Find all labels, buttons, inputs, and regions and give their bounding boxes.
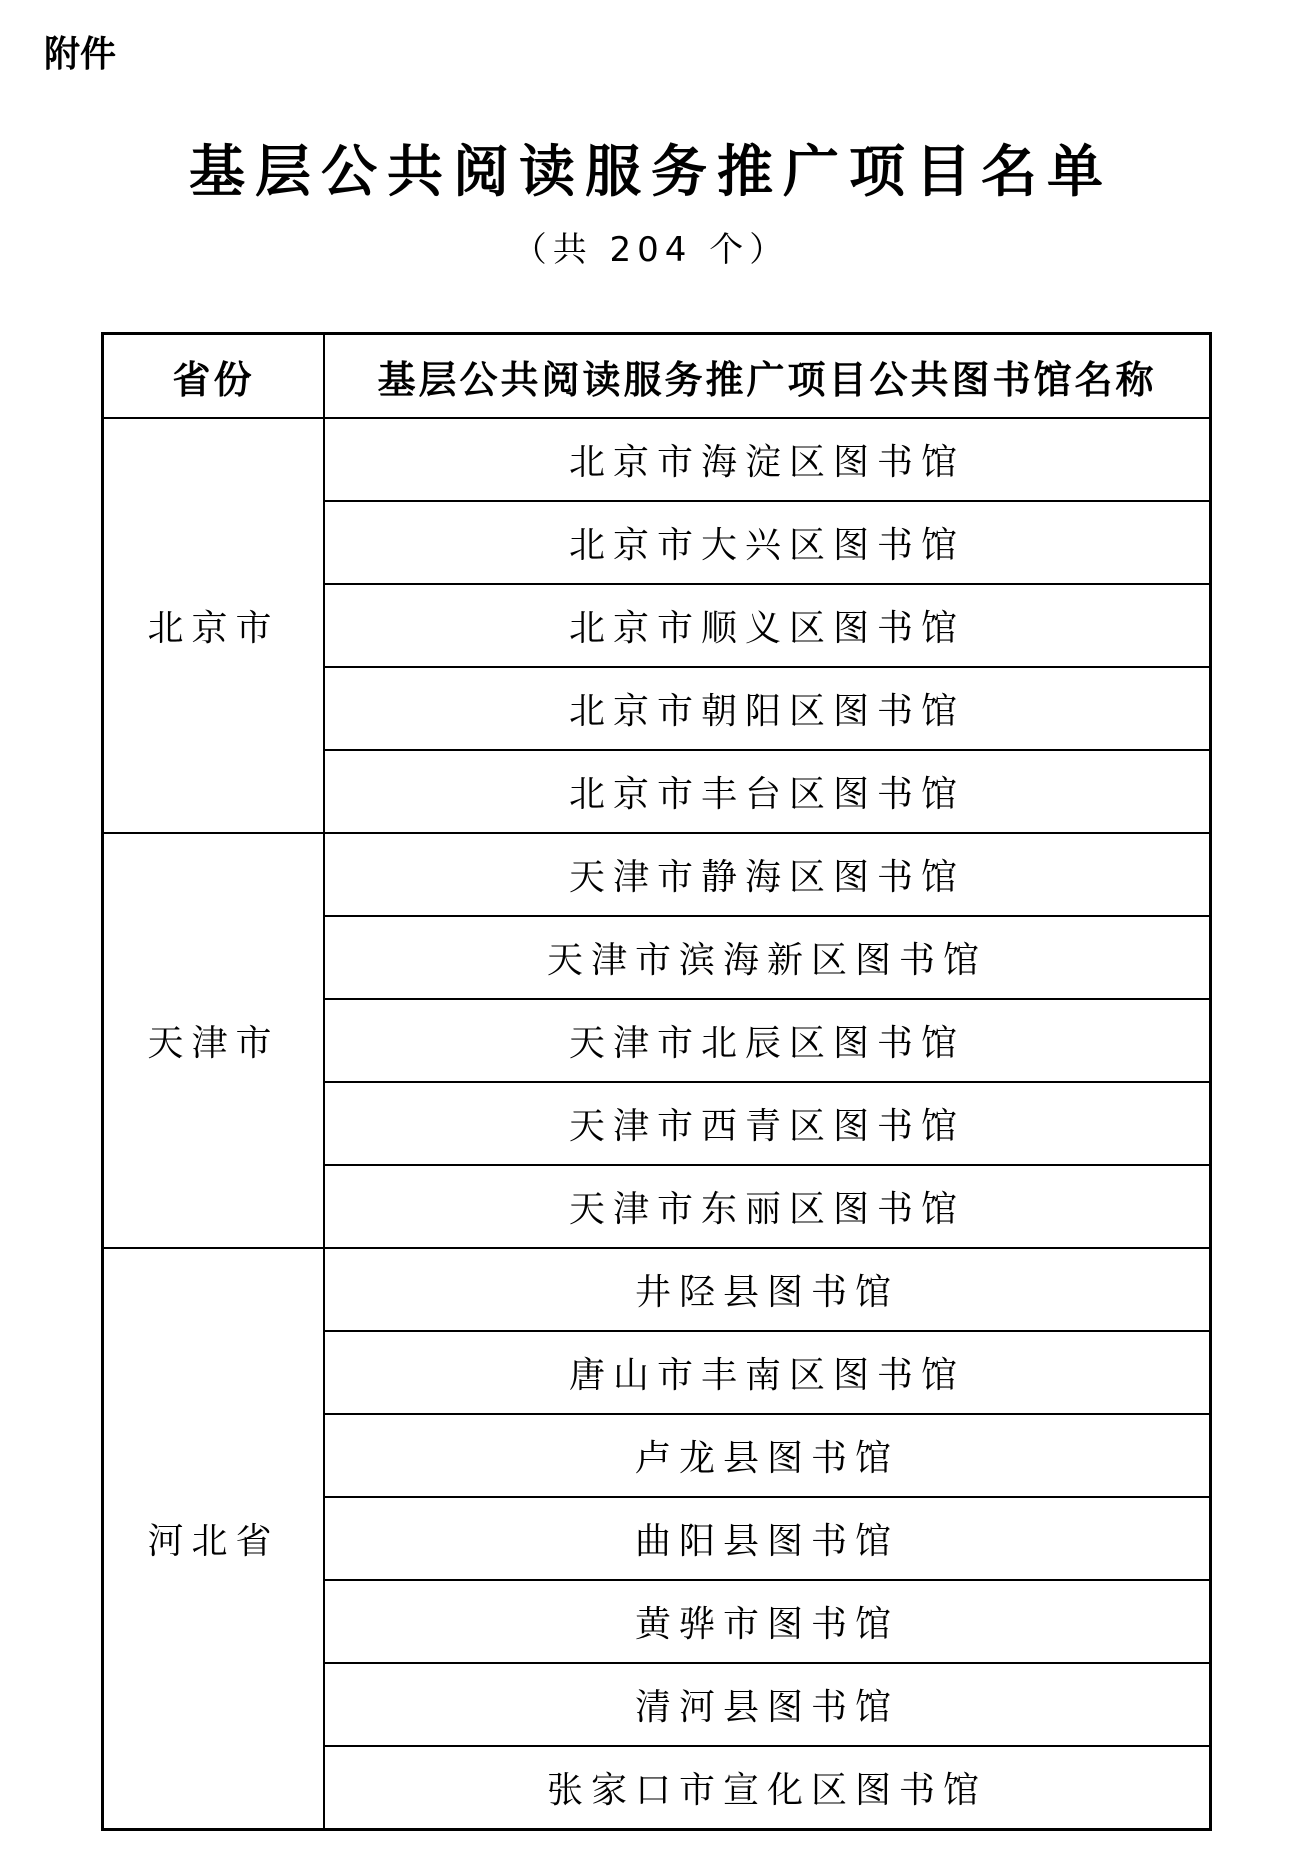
attachment-label: 附件 [44,34,117,75]
library-name-cell: 黄骅市图书馆 [324,1580,1211,1663]
table-row [103,418,1211,501]
table-header-row [103,334,1211,419]
header-library-name: 基层公共阅读服务推广项目公共图书馆名称 [324,334,1211,419]
library-name-cell: 天津市东丽区图书馆 [324,1165,1211,1248]
library-name-cell: 唐山市丰南区图书馆 [324,1331,1211,1414]
header-province: 省份 [103,334,325,419]
library-name-cell: 天津市静海区图书馆 [324,833,1211,916]
library-name-cell: 北京市丰台区图书馆 [324,750,1211,833]
province-cell: 河北省 [103,1248,325,1830]
library-name-cell: 北京市顺义区图书馆 [324,584,1211,667]
library-name-cell: 清河县图书馆 [324,1663,1211,1746]
library-name-cell: 北京市大兴区图书馆 [324,501,1211,584]
library-table [101,332,1212,1831]
library-name-cell: 张家口市宣化区图书馆 [324,1746,1211,1830]
library-name-cell: 天津市北辰区图书馆 [324,999,1211,1082]
library-name-cell: 井陉县图书馆 [324,1248,1211,1331]
table-row [103,1248,1211,1331]
library-name-cell: 天津市滨海新区图书馆 [324,916,1211,999]
library-name-cell: 北京市朝阳区图书馆 [324,667,1211,750]
library-name-cell: 曲阳县图书馆 [324,1497,1211,1580]
page-subtitle: （共 204 个） [512,230,790,270]
table-row [103,833,1211,916]
province-cell: 天津市 [103,833,325,1248]
library-name-cell: 天津市西青区图书馆 [324,1082,1211,1165]
page-title: 基层公共阅读服务推广项目名单 [189,140,1113,205]
library-name-cell: 卢龙县图书馆 [324,1414,1211,1497]
library-name-cell: 北京市海淀区图书馆 [324,418,1211,501]
province-cell: 北京市 [103,418,325,833]
